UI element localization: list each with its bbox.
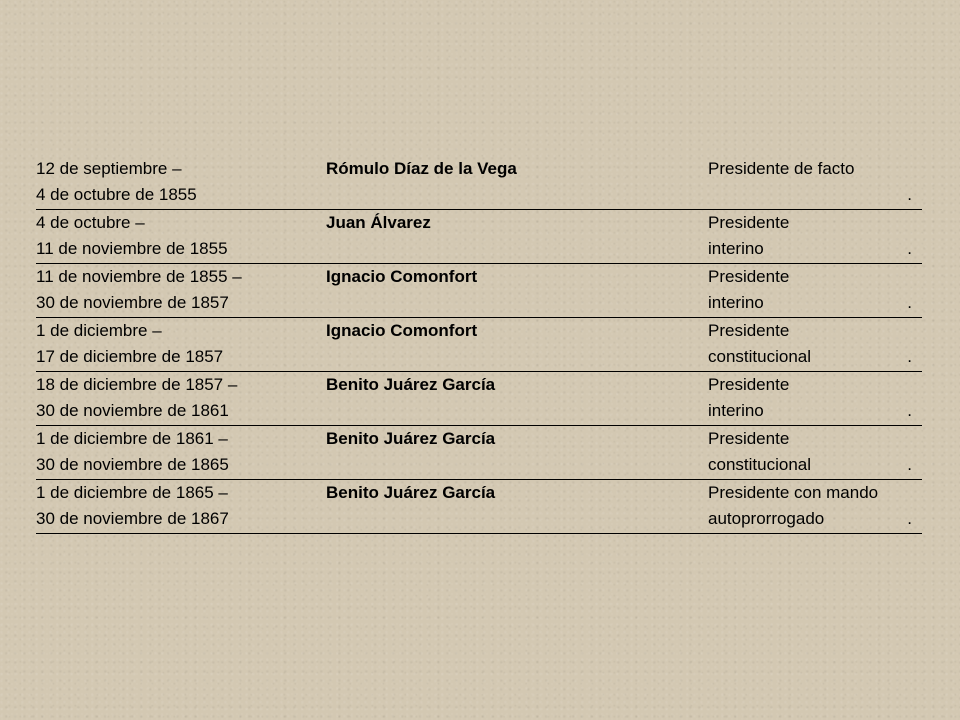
term-start: 1 de diciembre de 1865 – bbox=[36, 483, 228, 502]
president-name: Ignacio Comonfort bbox=[326, 321, 478, 340]
role bbox=[708, 426, 811, 478]
role-line2: constitucional bbox=[708, 347, 812, 366]
table-row bbox=[36, 264, 922, 318]
president-name: Benito Juárez García bbox=[326, 429, 496, 448]
term-dates bbox=[36, 426, 229, 478]
row-terminator: . bbox=[907, 239, 912, 258]
term-dates bbox=[36, 480, 229, 532]
role-line2: autoprorrogado bbox=[708, 509, 825, 528]
term-start: 4 de octubre – bbox=[36, 213, 145, 232]
term-end: 30 de noviembre de 1867 bbox=[36, 509, 229, 528]
president-name: Rómulo Díaz de la Vega bbox=[326, 159, 517, 178]
table-row bbox=[36, 210, 922, 264]
role-line1: Presidente bbox=[708, 267, 790, 286]
term-dates bbox=[36, 372, 237, 424]
term-start: 18 de diciembre de 1857 – bbox=[36, 375, 238, 394]
table-row bbox=[36, 318, 922, 372]
presidents-table bbox=[36, 156, 922, 534]
term-end: 30 de noviembre de 1865 bbox=[36, 455, 229, 474]
row-terminator: . bbox=[907, 509, 912, 528]
table-row bbox=[36, 480, 922, 534]
role-line2: interino bbox=[708, 401, 764, 420]
row-terminator: . bbox=[907, 455, 912, 474]
role-line1: Presidente bbox=[708, 213, 790, 232]
role-line1: Presidente bbox=[708, 429, 790, 448]
role bbox=[708, 372, 789, 424]
row-terminator: . bbox=[907, 347, 912, 366]
term-dates bbox=[36, 210, 228, 262]
role bbox=[708, 318, 811, 370]
president-name: Benito Juárez García bbox=[326, 375, 496, 394]
term-start: 1 de diciembre – bbox=[36, 321, 162, 340]
row-terminator: . bbox=[907, 401, 912, 420]
term-dates bbox=[36, 318, 223, 370]
role-line1: Presidente bbox=[708, 321, 790, 340]
role-line2: interino bbox=[708, 293, 764, 312]
term-end: 11 de noviembre de 1855 bbox=[36, 239, 228, 258]
row-terminator: . bbox=[907, 185, 912, 204]
term-start: 1 de diciembre de 1861 – bbox=[36, 429, 228, 448]
role bbox=[708, 156, 854, 182]
term-end: 4 de octubre de 1855 bbox=[36, 185, 197, 204]
term-start: 11 de noviembre de 1855 – bbox=[36, 267, 242, 286]
term-end: 17 de diciembre de 1857 bbox=[36, 347, 224, 366]
table-row bbox=[36, 372, 922, 426]
role-line1: Presidente de facto bbox=[708, 159, 855, 178]
role bbox=[708, 480, 878, 532]
term-dates bbox=[36, 156, 197, 208]
table-row bbox=[36, 156, 922, 210]
role-line1: Presidente con mando bbox=[708, 483, 879, 502]
president-name: Juan Álvarez bbox=[326, 213, 431, 232]
role-line2: constitucional bbox=[708, 455, 812, 474]
row-terminator: . bbox=[907, 293, 912, 312]
role-line1: Presidente bbox=[708, 375, 790, 394]
president-name: Benito Juárez García bbox=[326, 483, 496, 502]
term-start: 12 de septiembre – bbox=[36, 159, 182, 178]
role bbox=[708, 210, 789, 262]
role bbox=[708, 264, 789, 316]
president-name: Ignacio Comonfort bbox=[326, 267, 478, 286]
term-end: 30 de noviembre de 1857 bbox=[36, 293, 229, 312]
table-row bbox=[36, 426, 922, 480]
role-line2: interino bbox=[708, 239, 764, 258]
term-dates bbox=[36, 264, 242, 316]
term-end: 30 de noviembre de 1861 bbox=[36, 401, 229, 420]
